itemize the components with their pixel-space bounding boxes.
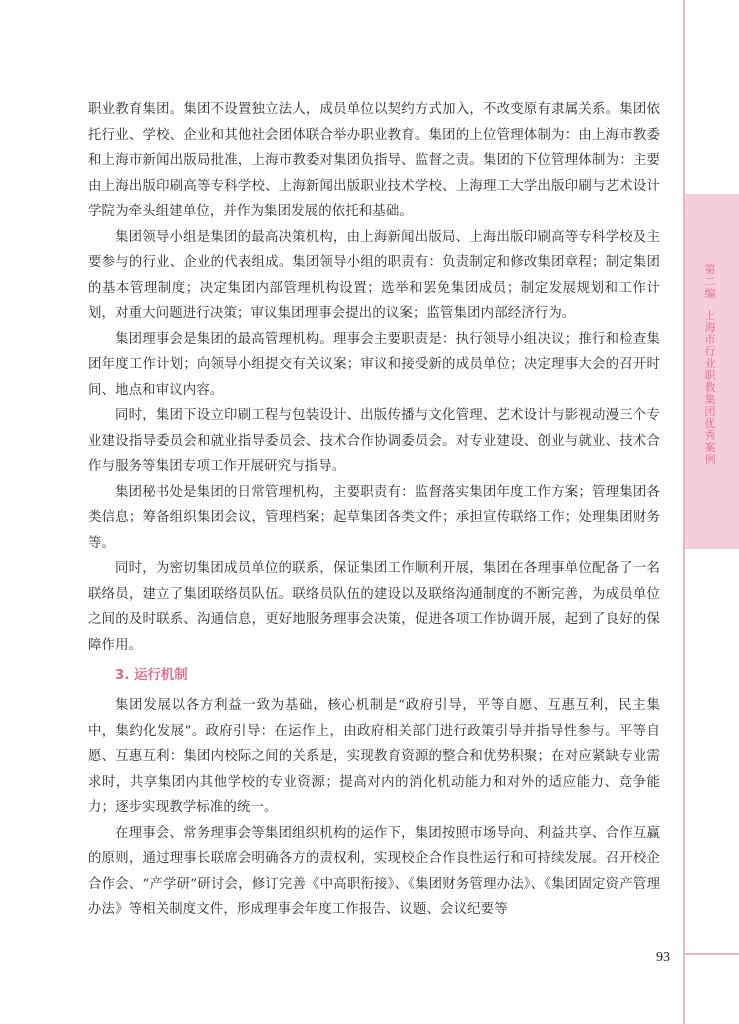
page-number: 93 [656,950,670,965]
chapter-side-tab-label [702,264,718,466]
paragraph-7: 集团发展以各方利益一致为基础，核心机制是“政府引导，平等自愿、互惠互利，民主集中，集约化发展”。政府引导：在运作上，由政府相关部门进行政策引导并指导性参与。平等自愿、互惠互利：集团内校际之间的关系是，实现教育资源的整合和优势积聚；在对应紧缺专业需求时，共享集团内其他学校的专业资源；提高对内的消化机动能力和对外的适应能力、竞争能力；逐步实现教学标准的统一。 [88,698,660,815]
paragraph-4: 同时，集团下设立印刷工程与包装设计、出版传播与文化管理、艺术设计与影视动漫三个专业建设指导委员会和就业指导委员会、技术合作协调委员会。对专业建设、创业与就业、技术合作与服务等集团专项工作开展研究与指导。 [88,408,660,474]
bottom-margin-rule [685,953,739,955]
chapter-part-label: 第二编 [704,263,716,300]
paragraph-2: 集团领导小组是集团的最高决策机构，由上海新闻出版局、上海出版印刷高等专科学校及主要参与的行业、企业的代表组成。集团领导小组的职责有：负责制定和修改集团章程；制定集团的基本管理制度；决定集团内部管理机构设置；选举和罢免集团成员；制定发展规划和工作计划，对重大问题进行决策；审议集团理事会提出的议案；监管集团内部经济行为。 [88,229,660,321]
paragraph-3: 集团理事会是集团的最高管理机构。理事会主要职责是：执行领导小组决议；推行和检查集团年度工作计划；向领导小组提交有关议案；审议和接受新的成员单位；决定理事大会的召开时间、地点和审议内容。 [88,331,660,398]
paragraph-1: 职业教育集团。集团不设置独立法人，成员单位以契约方式加入，不改变原有隶属关系。集团依托行业、学校、企业和其他社会团体联合举办职业教育。集团的上位管理体制为：由上海市教委和上海市新闻出版局批准，上海市教委对集团负指导、监督之责。集团的下位管理体制为：主要由上海出版印刷高等专科学校、上海新闻出版职业技术学校、上海理工大学出版印刷与艺术设计学院为牵头组建单位，并作为集团发展的依托和基础。 [88,102,660,219]
paragraph-8: 在理事会、常务理事会等集团组织机构的运作下，集团按照市场导向、利益共享、合作互赢的原则，通过理事长联席会明确各方的责权利，实现校企合作良性运行和可持续发展。召开校企合作会、“产学研”研讨会，修订完善《中高职衔接》、《集团财务管理办法》、《集团固定资产管理办法》等相关制度文件，形成理事会年度工作报告、议题、会议纪要等 [88,825,660,917]
section-heading: 3. 运行机制 [115,668,188,683]
paragraph-6: 同时，为密切集团成员单位的联系，保证集团工作顺利开展，集团在各理事单位配备了一名联络员，建立了集团联络员队伍。联络员队伍的建设以及联络沟通制度的不断完善，为成员单位之间的及时联系、沟通信息，更好地服务理事会决策，促进各项工作协调开展，起到了良好的保障作用。 [88,561,660,653]
paragraph-5: 集团秘书处是集团的日常管理机构，主要职责有：监督落实集团年度工作方案；管理集团各类信息；筹备组织集团会议，管理档案；起草集团各类文件；承担宣传联络工作；处理集团财务等。 [88,484,660,551]
chapter-title-label: 上海市行业职教集团优秀案例 [704,309,716,466]
body-text [88,97,660,923]
